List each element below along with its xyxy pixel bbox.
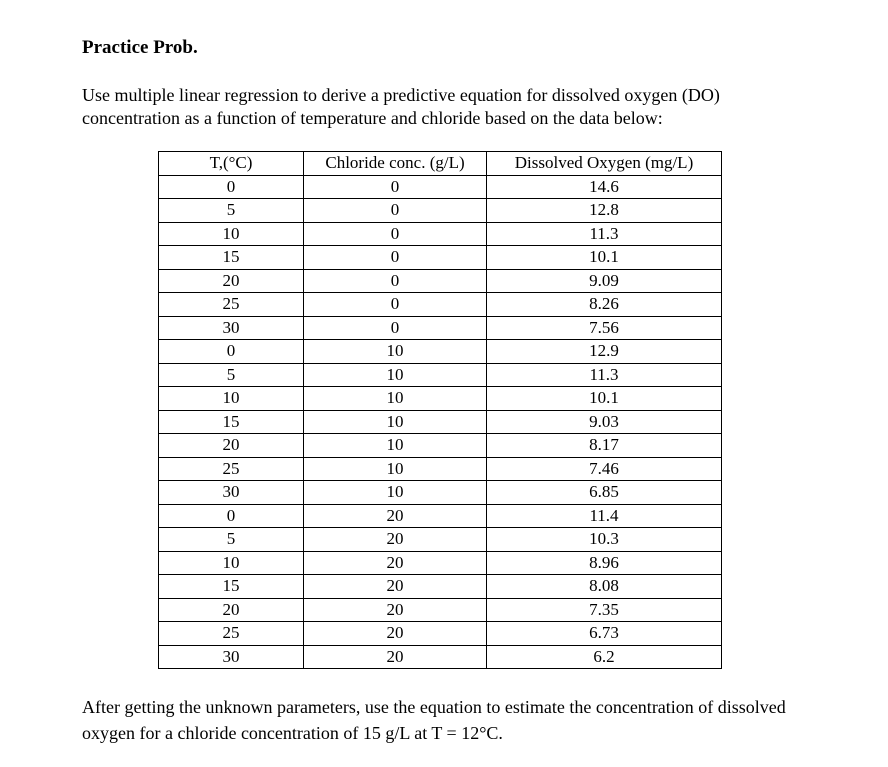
cell-temperature: 25 (159, 293, 304, 317)
cell-temperature: 30 (159, 316, 304, 340)
cell-dissolved-oxygen: 11.3 (487, 222, 722, 246)
cell-chloride: 20 (304, 504, 487, 528)
cell-temperature: 15 (159, 575, 304, 599)
cell-dissolved-oxygen: 6.73 (487, 622, 722, 646)
cell-temperature: 5 (159, 199, 304, 223)
cell-temperature: 0 (159, 504, 304, 528)
cell-temperature: 15 (159, 410, 304, 434)
header-dissolved-oxygen: Dissolved Oxygen (mg/L) (487, 152, 722, 176)
cell-temperature: 5 (159, 528, 304, 552)
cell-dissolved-oxygen: 8.96 (487, 551, 722, 575)
cell-chloride: 0 (304, 293, 487, 317)
table-row (159, 340, 722, 364)
cell-dissolved-oxygen: 8.26 (487, 293, 722, 317)
cell-temperature: 0 (159, 175, 304, 199)
cell-chloride: 20 (304, 645, 487, 669)
table-body (159, 175, 722, 669)
cell-dissolved-oxygen: 10.1 (487, 387, 722, 411)
cell-dissolved-oxygen: 7.46 (487, 457, 722, 481)
table-row (159, 434, 722, 458)
cell-dissolved-oxygen: 9.03 (487, 410, 722, 434)
follow-up-question: After getting the unknown parameters, use the equation to estimate the concentration of dissolved oxygen for a chloride concentration of 15 g/L at T = 12°C. (82, 697, 786, 743)
table-row (159, 528, 722, 552)
table-header-row (159, 152, 722, 176)
cell-temperature: 10 (159, 222, 304, 246)
cell-chloride: 10 (304, 457, 487, 481)
cell-dissolved-oxygen: 8.08 (487, 575, 722, 599)
cell-chloride: 0 (304, 246, 487, 270)
cell-dissolved-oxygen: 11.3 (487, 363, 722, 387)
table-row (159, 293, 722, 317)
cell-chloride: 20 (304, 551, 487, 575)
cell-dissolved-oxygen: 11.4 (487, 504, 722, 528)
cell-dissolved-oxygen: 7.35 (487, 598, 722, 622)
cell-dissolved-oxygen: 9.09 (487, 269, 722, 293)
cell-temperature: 25 (159, 622, 304, 646)
document-title: Practice Prob. (82, 37, 198, 58)
cell-temperature: 30 (159, 481, 304, 505)
cell-chloride: 10 (304, 481, 487, 505)
table-row (159, 551, 722, 575)
cell-chloride: 0 (304, 316, 487, 340)
cell-chloride: 0 (304, 199, 487, 223)
cell-chloride: 20 (304, 575, 487, 599)
data-table (158, 151, 722, 669)
cell-dissolved-oxygen: 12.9 (487, 340, 722, 364)
cell-dissolved-oxygen: 10.3 (487, 528, 722, 552)
cell-temperature: 10 (159, 387, 304, 411)
cell-chloride: 0 (304, 222, 487, 246)
cell-chloride: 0 (304, 269, 487, 293)
cell-temperature: 20 (159, 269, 304, 293)
cell-dissolved-oxygen: 6.85 (487, 481, 722, 505)
table-row (159, 175, 722, 199)
cell-dissolved-oxygen: 7.56 (487, 316, 722, 340)
table-row (159, 481, 722, 505)
cell-chloride: 20 (304, 622, 487, 646)
table-row (159, 598, 722, 622)
table-row (159, 199, 722, 223)
header-chloride: Chloride conc. (g/L) (304, 152, 487, 176)
cell-temperature: 20 (159, 598, 304, 622)
table-row (159, 622, 722, 646)
cell-temperature: 20 (159, 434, 304, 458)
problem-statement: Use multiple linear regression to derive a predictive equation for dissolved oxygen (DO) concentration as a function of temperature and chloride based on the data below: (82, 85, 720, 128)
cell-chloride: 10 (304, 387, 487, 411)
cell-chloride: 10 (304, 340, 487, 364)
cell-dissolved-oxygen: 10.1 (487, 246, 722, 270)
cell-dissolved-oxygen: 6.2 (487, 645, 722, 669)
cell-chloride: 20 (304, 598, 487, 622)
cell-chloride: 10 (304, 410, 487, 434)
cell-temperature: 5 (159, 363, 304, 387)
table-row (159, 316, 722, 340)
cell-dissolved-oxygen: 8.17 (487, 434, 722, 458)
cell-chloride: 20 (304, 528, 487, 552)
table-row (159, 410, 722, 434)
table-row (159, 387, 722, 411)
table-row (159, 246, 722, 270)
cell-chloride: 0 (304, 175, 487, 199)
table-row (159, 575, 722, 599)
header-temperature: T,(°C) (159, 152, 304, 176)
cell-dissolved-oxygen: 14.6 (487, 175, 722, 199)
table-row (159, 222, 722, 246)
cell-temperature: 30 (159, 645, 304, 669)
table-row (159, 269, 722, 293)
table-row (159, 645, 722, 669)
table-row (159, 504, 722, 528)
cell-temperature: 15 (159, 246, 304, 270)
cell-temperature: 10 (159, 551, 304, 575)
table-row (159, 363, 722, 387)
cell-dissolved-oxygen: 12.8 (487, 199, 722, 223)
cell-temperature: 0 (159, 340, 304, 364)
table-row (159, 457, 722, 481)
cell-chloride: 10 (304, 363, 487, 387)
cell-chloride: 10 (304, 434, 487, 458)
cell-temperature: 25 (159, 457, 304, 481)
